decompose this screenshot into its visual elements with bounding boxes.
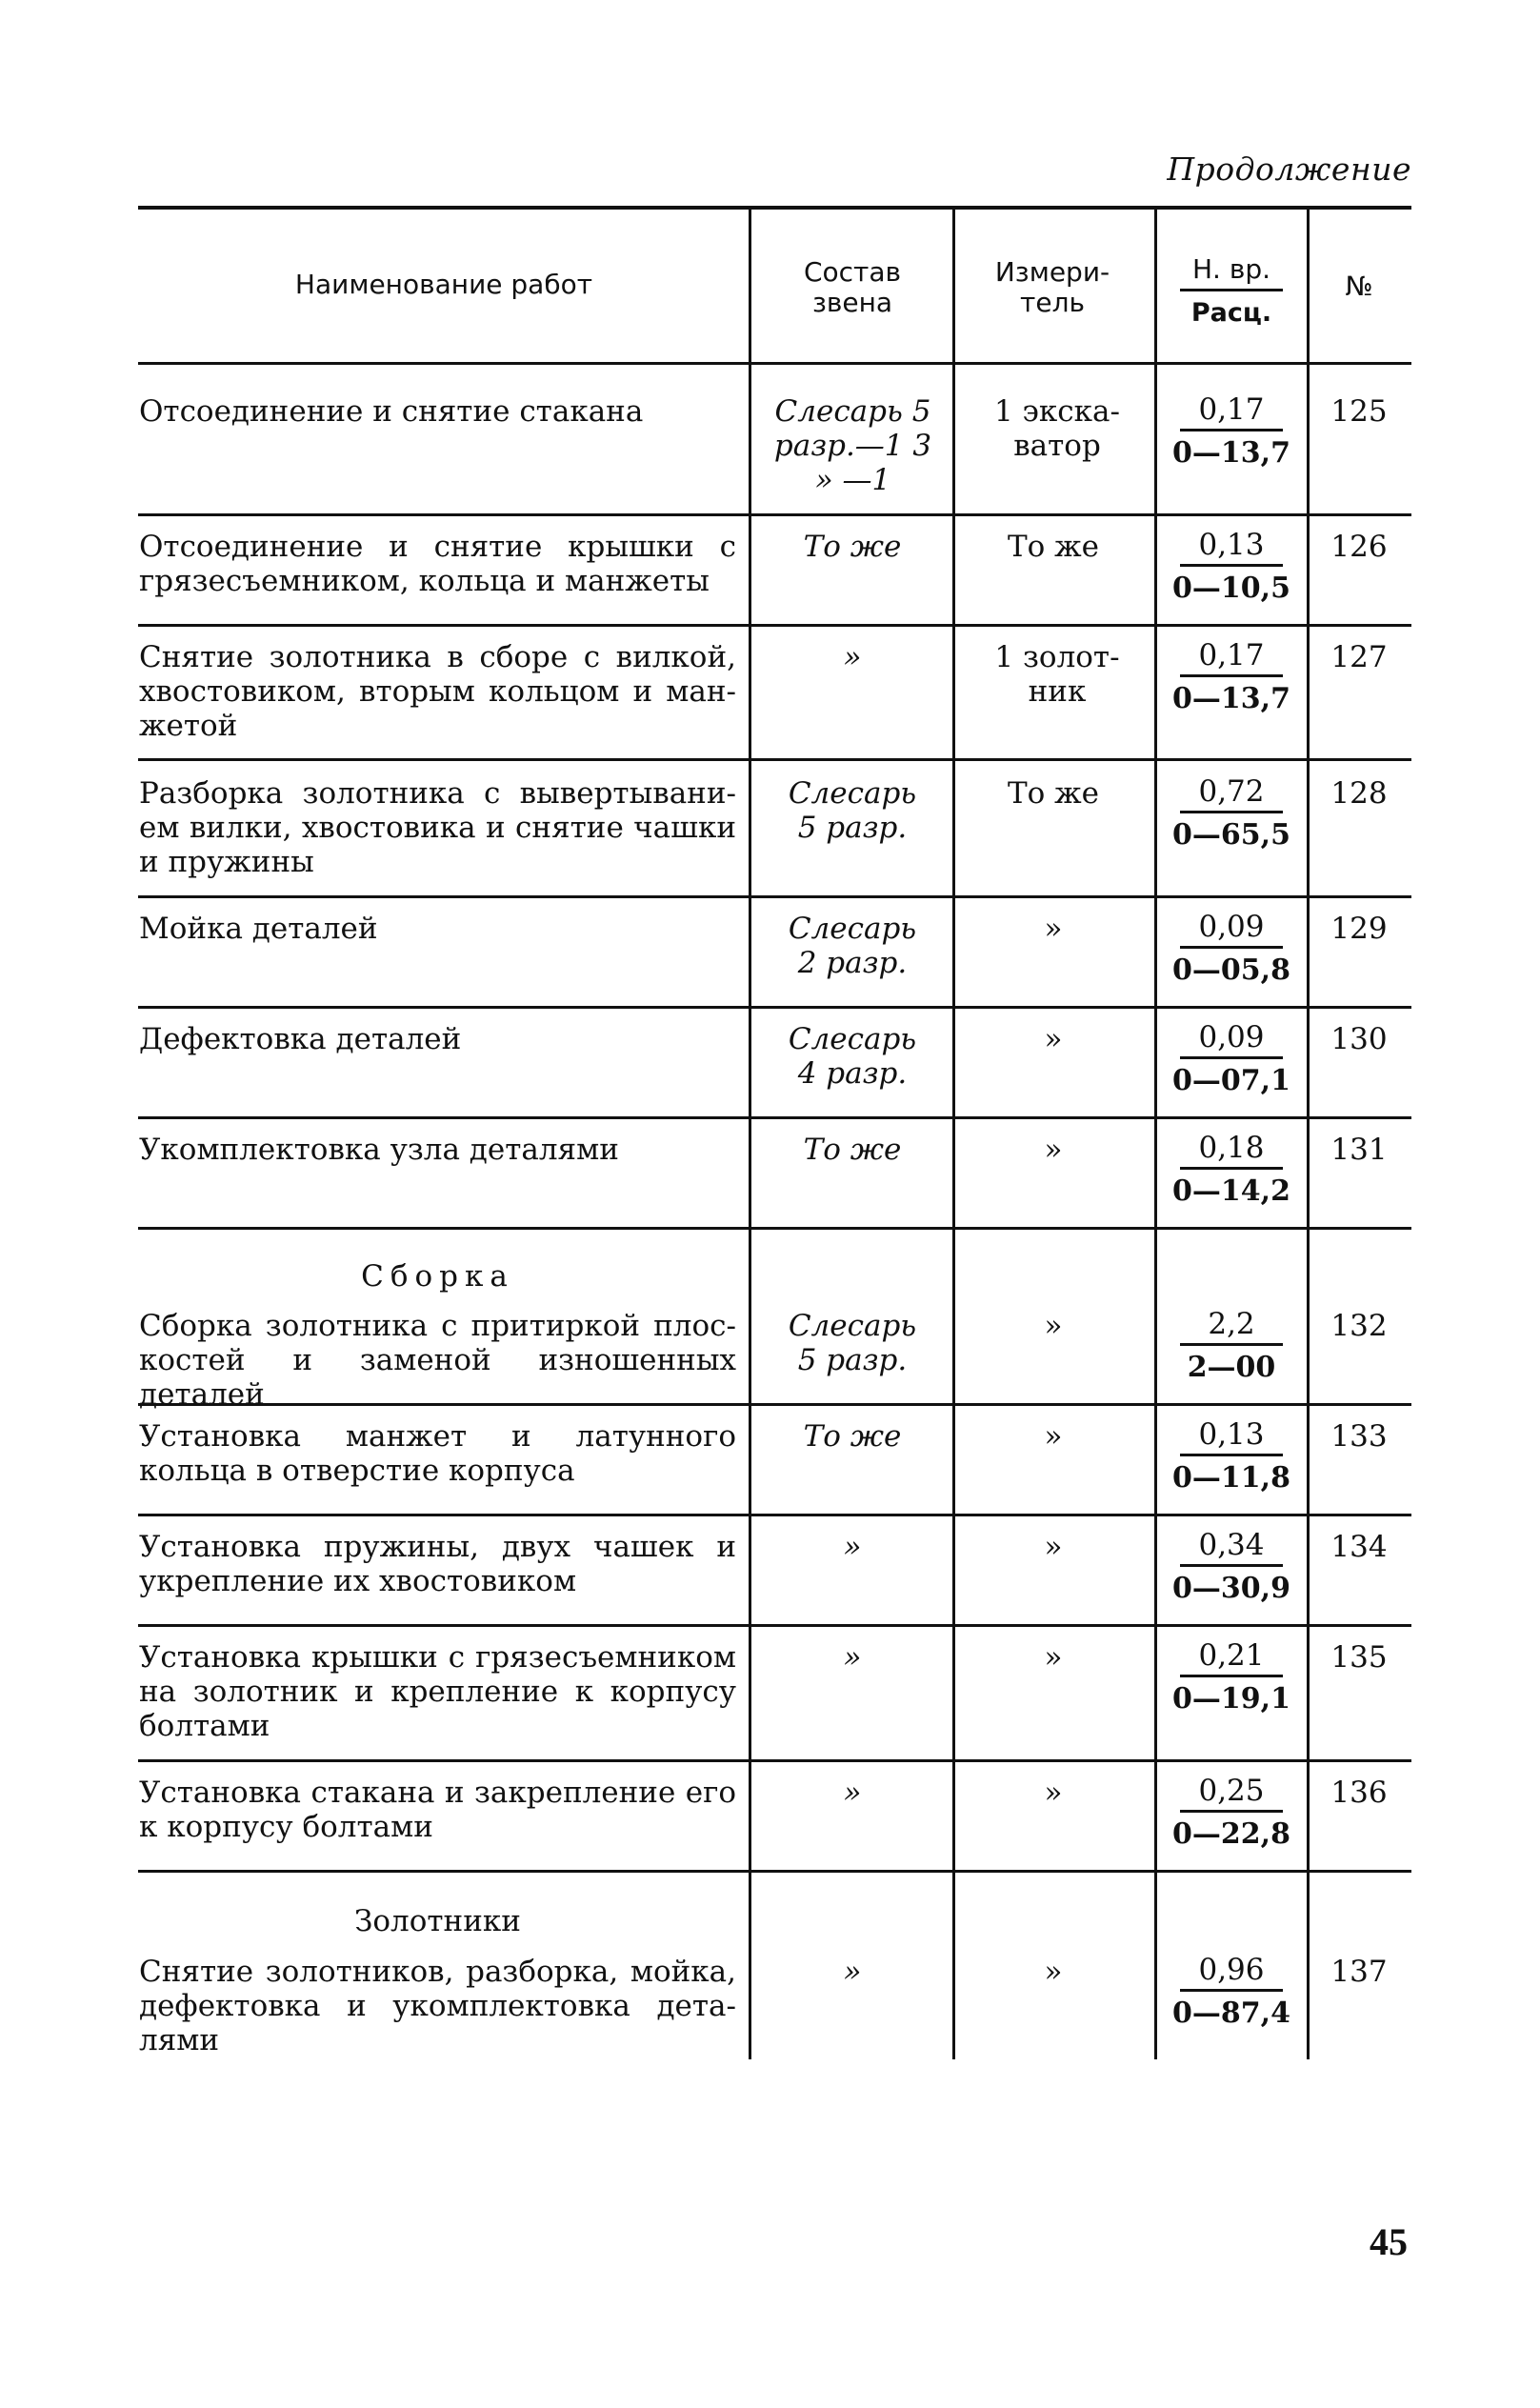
- row-136-num: 136: [1330, 1776, 1388, 1810]
- row-135-time: 0,21: [1180, 1636, 1283, 1677]
- row-131-rate: 0—14,2: [1172, 1174, 1290, 1208]
- row-131-time: 0,18: [1180, 1129, 1283, 1170]
- row-133-time: 0,13: [1180, 1415, 1283, 1456]
- row-125-unit: 1 экскаватор: [993, 394, 1121, 463]
- header-crew: Состав звена: [803, 256, 902, 318]
- row-130-time: 0,09: [1180, 1018, 1283, 1059]
- row-135-crew: »: [843, 1640, 862, 1675]
- row-126-unit: То же: [1007, 530, 1100, 564]
- section-assembly: Сборка: [361, 1259, 514, 1294]
- row-136-rate: 0—22,8: [1172, 1817, 1290, 1851]
- row-129-time: 0,09: [1180, 908, 1283, 949]
- rule-125: [138, 513, 1411, 516]
- rule-130: [138, 1116, 1411, 1119]
- row-132-num: 132: [1330, 1309, 1388, 1343]
- row-128-time: 0,72: [1180, 773, 1283, 813]
- rule-131: [138, 1227, 1411, 1230]
- row-137-crew: »: [843, 1955, 862, 1989]
- row-125-crew: Слесарь 5 разр.—1 3 » —1: [773, 394, 932, 497]
- rule-133: [138, 1514, 1411, 1516]
- row-125-rate: 0—13,7: [1172, 436, 1290, 470]
- row-133-rate: 0—11,8: [1172, 1461, 1290, 1495]
- row-129-norm: [1160, 908, 1303, 991]
- row-133-name: Установка манжет и латунного кольца в отверстие корпуса: [139, 1419, 736, 1488]
- row-132-name: Сборка золотника с притиркой плоскостей и заменой изношенных деталей: [139, 1309, 736, 1412]
- header-unit: Измеритель: [994, 256, 1110, 318]
- row-129-name: Мойка деталей: [139, 912, 378, 946]
- rule-top: [138, 206, 1411, 210]
- row-137-unit: »: [1044, 1955, 1063, 1989]
- col-divider-1: [749, 208, 751, 2059]
- page-number: 45: [1370, 2220, 1408, 2263]
- header-num: №: [1345, 271, 1373, 302]
- row-130-crew: Слесарь 4 разр.: [788, 1022, 917, 1091]
- rule-136: [138, 1870, 1411, 1873]
- row-132-time: 2,2: [1180, 1305, 1283, 1346]
- row-137-name: Снятие золотников, разборка, мойка, дефектовка и укомплектовка деталями: [139, 1955, 736, 2057]
- row-134-rate: 0—30,9: [1172, 1572, 1290, 1605]
- row-136-name: Установка стакана и закрепление его к корпусу болтами: [139, 1776, 736, 1844]
- row-127-num: 127: [1330, 640, 1388, 674]
- header-norm-rate: Расц.: [1190, 298, 1272, 328]
- row-125-name: Отсоединение и снятие стакана: [139, 394, 644, 429]
- rule-126: [138, 624, 1411, 627]
- row-128-num: 128: [1330, 776, 1388, 811]
- row-136-time: 0,25: [1180, 1772, 1283, 1813]
- row-125-time: 0,17: [1180, 391, 1283, 431]
- row-127-time: 0,17: [1180, 636, 1283, 677]
- row-130-unit: »: [1044, 1022, 1063, 1056]
- rule-135: [138, 1759, 1411, 1762]
- row-133-num: 133: [1330, 1419, 1388, 1454]
- row-132-crew: Слесарь 5 разр.: [788, 1309, 917, 1377]
- row-129-crew: Слесарь 2 разр.: [788, 912, 917, 980]
- row-132-norm: [1160, 1305, 1303, 1388]
- row-129-num: 129: [1330, 912, 1388, 946]
- row-126-crew: То же: [803, 530, 902, 564]
- row-136-unit: »: [1044, 1776, 1063, 1810]
- row-127-rate: 0—13,7: [1172, 682, 1290, 715]
- row-130-rate: 0—07,1: [1172, 1064, 1290, 1097]
- row-137-rate: 0—87,4: [1172, 1997, 1290, 2030]
- continuation-label: Продолжение: [1167, 150, 1411, 188]
- rule-header: [138, 362, 1411, 365]
- row-130-num: 130: [1330, 1022, 1388, 1056]
- header-norm-time: Н. вр.: [1180, 251, 1283, 291]
- row-128-name: Разборка золотника с вывертыванием вилки, хвостовика и снятие чашки и пружины: [139, 776, 736, 879]
- row-135-unit: »: [1044, 1640, 1063, 1675]
- rule-129: [138, 1006, 1411, 1009]
- row-134-name: Установка пружины, двух чашек и укрепление их хвостовиком: [139, 1530, 736, 1598]
- row-127-unit: 1 золотник: [994, 640, 1120, 709]
- row-126-num: 126: [1330, 530, 1388, 564]
- header-norm: [1160, 251, 1303, 333]
- row-125-norm: [1160, 391, 1303, 473]
- row-137-time: 0,96: [1180, 1951, 1283, 1992]
- row-128-rate: 0—65,5: [1172, 818, 1290, 852]
- row-127-name: Снятие золотника в сборе с вилкой, хвостовиком, вторым кольцом и манжетой: [139, 640, 736, 743]
- row-133-norm: [1160, 1415, 1303, 1498]
- row-132-rate: 2—00: [1187, 1351, 1276, 1384]
- row-131-unit: »: [1044, 1133, 1063, 1167]
- rule-134: [138, 1624, 1411, 1627]
- row-134-norm: [1160, 1526, 1303, 1609]
- row-136-norm: [1160, 1772, 1303, 1855]
- row-134-unit: »: [1044, 1530, 1063, 1564]
- row-133-unit: »: [1044, 1419, 1063, 1454]
- row-127-norm: [1160, 636, 1303, 719]
- row-130-name: Дефектовка деталей: [139, 1022, 462, 1056]
- header-name: Наименование работ: [294, 269, 593, 300]
- col-divider-3: [1154, 208, 1157, 2059]
- row-131-norm: [1160, 1129, 1303, 1212]
- row-126-norm: [1160, 526, 1303, 609]
- rule-128: [138, 895, 1411, 898]
- row-137-norm: [1160, 1951, 1303, 2034]
- row-136-crew: »: [843, 1776, 862, 1810]
- row-129-unit: »: [1044, 912, 1063, 946]
- row-129-rate: 0—05,8: [1172, 953, 1290, 987]
- rule-127: [138, 758, 1411, 761]
- row-126-rate: 0—10,5: [1172, 572, 1290, 605]
- row-128-norm: [1160, 773, 1303, 855]
- row-130-norm: [1160, 1018, 1303, 1101]
- row-137-num: 137: [1330, 1955, 1388, 1989]
- row-126-name: Отсоединение и снятие крышки с грязесъемником, кольца и манжеты: [139, 530, 736, 598]
- row-135-name: Установка крышки с грязесъемником на золотник и крепление к корпусу болтами: [139, 1640, 736, 1743]
- row-131-crew: То же: [803, 1133, 902, 1167]
- row-125-num: 125: [1330, 394, 1388, 429]
- row-133-crew: То же: [803, 1419, 902, 1454]
- row-126-time: 0,13: [1180, 526, 1283, 567]
- row-135-rate: 0—19,1: [1172, 1682, 1290, 1716]
- row-132-unit: »: [1044, 1309, 1063, 1343]
- row-128-unit: То же: [1007, 776, 1100, 811]
- row-134-time: 0,34: [1180, 1526, 1283, 1567]
- row-134-crew: »: [843, 1530, 862, 1564]
- row-131-num: 131: [1330, 1133, 1388, 1167]
- row-131-name: Укомплектовка узла деталями: [139, 1133, 619, 1167]
- row-135-norm: [1160, 1636, 1303, 1719]
- row-127-crew: »: [843, 640, 862, 674]
- row-134-num: 134: [1330, 1530, 1388, 1564]
- section-spools: Золотники: [354, 1904, 521, 1938]
- row-128-crew: Слесарь 5 разр.: [788, 776, 917, 845]
- row-135-num: 135: [1330, 1640, 1388, 1675]
